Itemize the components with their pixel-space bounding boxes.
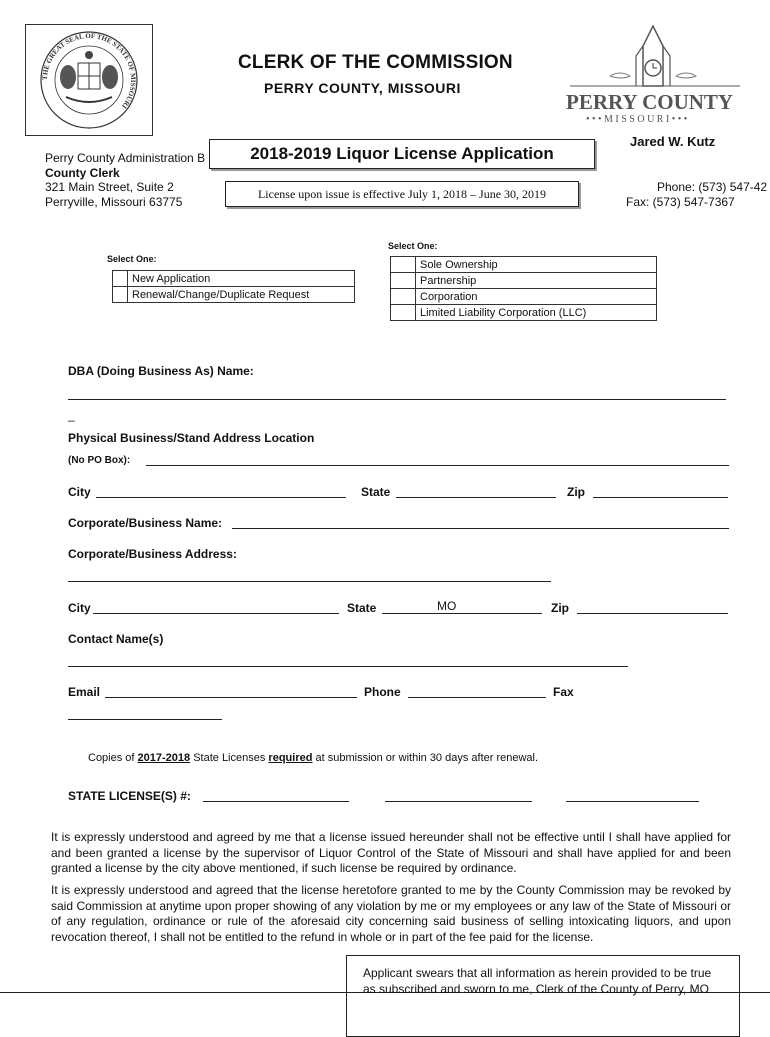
option-partnership[interactable] (391, 273, 657, 289)
option-llc[interactable] (391, 305, 657, 321)
corporate-address-input[interactable] (68, 581, 551, 582)
option-label: Sole Ownership (416, 257, 657, 273)
option-label: Limited Liability Corporation (LLC) (416, 305, 657, 321)
corp-city-input[interactable] (93, 613, 339, 614)
corp-zip-label: Zip (551, 601, 569, 615)
copies-years: 2017-2018 (137, 752, 191, 764)
dba-continuation: _ (68, 408, 75, 422)
agreement-paragraph-1: It is expressly understood and agreed by me that a license issued hereunder shall not be effective until I shall have applied for and been granted a license by the supervisor of Liquor Control of the State of Missouri and shall have applied for and been granted a license by the city above mentioned, if such license be required by ordinance. (51, 830, 731, 875)
state-seal (25, 24, 153, 136)
corporate-address-label: Corporate/Business Address: (68, 547, 237, 561)
city-label: City (68, 485, 91, 499)
dba-input[interactable] (68, 399, 726, 400)
sole-ownership-checkbox[interactable] (391, 257, 416, 273)
option-label: New Application (128, 271, 355, 287)
corporate-name-label: Corporate/Business Name: (68, 516, 223, 530)
option-label: Partnership (416, 273, 657, 289)
state-license-input-2[interactable] (385, 801, 532, 802)
option-label: Corporation (416, 289, 657, 305)
corp-state-input[interactable] (382, 613, 542, 614)
llc-checkbox[interactable] (391, 305, 416, 321)
phone-input[interactable] (408, 697, 546, 698)
form-title-box (209, 139, 595, 169)
physical-address-label: Physical Business/Stand Address Location (68, 431, 315, 445)
office-fax: Fax: (573) 547-7367 (626, 195, 735, 209)
page-title: CLERK OF THE COMMISSION (238, 52, 513, 73)
address-city: Perryville, Missouri 63775 (45, 195, 183, 209)
copies-note (88, 752, 538, 764)
clock-tower-icon (560, 24, 750, 94)
dba-label: DBA (Doing Business As) Name: (68, 364, 254, 378)
corporation-checkbox[interactable] (391, 289, 416, 305)
county-logo-subtext: • • • M I S S O U R I • • • (586, 114, 688, 125)
form-title: 2018-2019 Liquor License Application (250, 144, 554, 163)
state-input[interactable] (396, 497, 556, 498)
effective-dates-box (225, 181, 579, 207)
address-office: County Clerk (45, 166, 120, 180)
fax-label: Fax (553, 685, 574, 699)
seal-icon (26, 25, 152, 135)
effective-dates: License upon issue is effective July 1, 2018 – June 30, 2019 (257, 187, 547, 201)
application-type-options (112, 270, 355, 303)
address-street: 321 Main Street, Suite 2 (45, 180, 174, 194)
state-license-label: STATE LICENSE(S) #: (68, 789, 191, 803)
svg-text:THE GREAT SEAL OF THE STATE OF: THE GREAT SEAL OF THE STATE OF MISSOURI (40, 31, 138, 111)
affidavit-box (346, 955, 740, 1037)
copies-required: required (268, 752, 313, 764)
ownership-type-options (390, 256, 657, 321)
partnership-checkbox[interactable] (391, 273, 416, 289)
option-label: Renewal/Change/Duplicate Request (128, 287, 355, 303)
corporate-name-input[interactable] (232, 528, 729, 529)
copies-post: at submission or within 30 days after renewal. (312, 752, 539, 764)
zip-input[interactable] (593, 497, 728, 498)
option-renewal[interactable] (113, 287, 355, 303)
state-label: State (361, 485, 391, 499)
application-type-label: Select One: (107, 254, 157, 264)
county-logo (560, 24, 750, 130)
phone-label: Phone (364, 685, 401, 699)
contact-name-label: Contact Name(s) (68, 632, 164, 646)
clerk-name: Jared W. Kutz (630, 134, 716, 149)
agreement-paragraph-2: It is expressly understood and agreed that the license heretofore granted to me by the County Commission may be revoked by said Commission at anytime upon proper showing of any violation by me or my employees or any law of the State of Missouri or of any regulation, ordinance or rule of the aforesaid city concerning said business of selling intoxicating liquors, and upon revocation thereof, I shall not be entitled to the refund in whole or in part of the fee paid for the license. (51, 883, 731, 944)
option-new-application[interactable] (113, 271, 355, 287)
renewal-checkbox[interactable] (113, 287, 128, 303)
no-po-box-label: (No PO Box): (68, 455, 131, 466)
email-label: Email (68, 685, 101, 699)
email-input[interactable] (105, 697, 357, 698)
fax-input[interactable] (68, 719, 222, 720)
physical-address-input[interactable] (146, 465, 729, 466)
affidavit-line-1: Applicant swears that all information as herein provided to be true (363, 966, 712, 980)
county-logo-text: PERRY COUNTY (566, 90, 734, 114)
page-subtitle: PERRY COUNTY, MISSOURI (264, 80, 461, 96)
new-application-checkbox[interactable] (113, 271, 128, 287)
option-corporation[interactable] (391, 289, 657, 305)
city-input[interactable] (96, 497, 346, 498)
office-phone: Phone: (573) 547-42 (657, 180, 768, 194)
corp-state-value: MO (437, 599, 457, 613)
address-building: Perry County Administration B (45, 151, 206, 165)
affidavit-line-2: as subscribed and sworn to me, Clerk of the County of Perry, MO (363, 982, 709, 996)
zip-label: Zip (567, 485, 585, 499)
copies-pre: Copies of (88, 752, 138, 764)
option-sole-ownership[interactable] (391, 257, 657, 273)
state-license-input-1[interactable] (203, 801, 349, 802)
corp-city-label: City (68, 601, 91, 615)
ownership-type-label: Select One: (388, 241, 438, 251)
contact-name-input[interactable] (68, 666, 628, 667)
corp-zip-input[interactable] (577, 613, 728, 614)
corp-state-label: State (347, 601, 377, 615)
state-license-input-3[interactable] (566, 801, 699, 802)
copies-mid: State Licenses (190, 752, 269, 764)
